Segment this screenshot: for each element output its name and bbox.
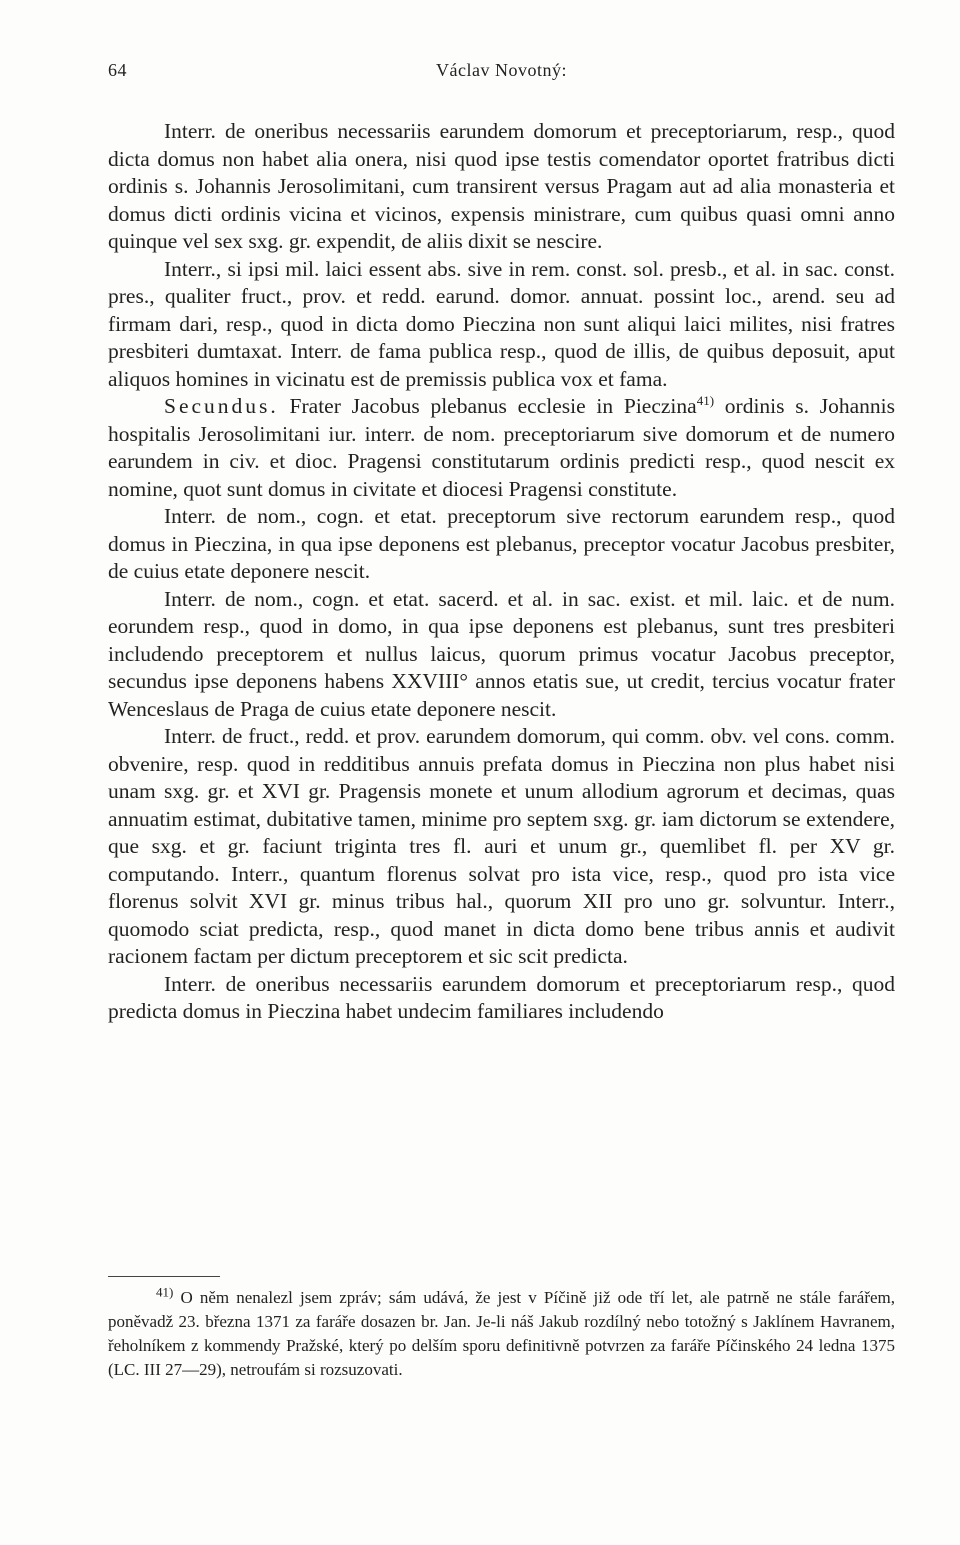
paragraph-3 <box>108 393 895 503</box>
footnote-marker: 41) <box>156 1284 174 1300</box>
paragraph-1: Interr. de oneribus necessariis earundem domorum et preceptoriarum, resp., quod dicta domus non habet alia onera, nisi quod ipse testis comendator oportet fratribus dicti ordinis s. Johannis Jerosolimitani, cum transirent versus Pragam aut ad alia monasteria et domus dicti ordinis vicina et vicinos, expensis ministrare, cum quibus quasi omni anno quinque vel sex sxg. gr. expendit, de aliis dixit se nescire. <box>108 119 895 253</box>
paragraph-4: Interr. de nom., cogn. et etat. preceptorum sive rectorum earundem resp., quod domus in Pieczina, in qua ipse deponens est plebanus, preceptor vocatur Jacobus presbiter, de cuius etate deponere nescit. <box>108 504 895 583</box>
footnote-41 <box>108 1286 895 1382</box>
secundus-lead: Secundus. <box>164 394 279 418</box>
paragraph-2: Interr., si ipsi mil. laici essent abs. sive in rem. const. sol. presb., et al. in sac. const. pres., qualiter fruct., prov. et redd. earund. domor. annuat. possint loc., arend. seu ad firmam dari, resp., quod in dicta domo Pieczina non sunt aliqui laici milites, nisi fratres presbiteri dumtaxat. Interr. de fama publica resp., quod de illis, de quibus deposuit, aput aliquos homines in vicinatu est de premissis publica vox et fama. <box>108 256 895 391</box>
footnote-text: O něm nenalezl jsem zpráv; sám udává, že jest v Píčině již ode tří let, ale patrně ne stále farářem, poněvadž 23. března 1371 za faráře dosazen br. Jan. Je-li náš Jakub rozdílný nebo totožný s Jaklínem Havranem, řeholníkem z kommendy Pražské, který po delším sporu definitivně potvrzen za faráře Píčinského 24 ledna 1375 (LC. III 27—29), netroufám si rozsuzovati. <box>108 1288 895 1379</box>
paragraph-5: Interr. de nom., cogn. et etat. sacerd. et al. in sac. exist. et mil. laic. et de num. eorundem resp., quod in domo, in qua ipse deponens est plebanus, sunt tres presbiteri includendo preceptorem et nullus laicus, quorum primus vocatur Jacobus preceptor, secundus ipse deponens habens XXVIII° annos etatis sue, ut credit, tercius vocatur frater Wenceslaus de Praga de cuius etate deponere nescit. <box>108 586 895 721</box>
main-text <box>108 118 895 1026</box>
paragraph-3-part-b: ordinis s. Johannis hospitalis Jerosolimitani iur. interr. de nom. preceptoriarum sive domorum et de numero earundem in civ. et dioc. Pragensi constitutarum ordinis predicti resp., quod nescit ex nomine, quot sunt domus in civitate et diocesi Pragensi constitute. <box>108 394 896 501</box>
page-number: 64 <box>108 60 127 80</box>
paragraph-7: Interr. de oneribus necessariis earundem domorum et preceptoriarum resp., quod predicta domus in Pieczina habet undecim familiares includendo <box>108 971 895 1023</box>
paragraph-6: Interr. de fruct., redd. et prov. earundem domorum, qui comm. obv. vel cons. comm. obvenire, resp. quod in redditibus annuis prefata domus in Pieczina non plus habet nisi unam sxg. gr. et XVI gr. Pragensis monete et unum allodium agrorum et decimas, quas annuatim estimat, dubitative tamen, minime pro septem sxg. gr. iam dictorum se extendere, que sxg. et gr. faciunt triginta tres fl. auri et unum gr., quemlibet fl. per XV gr. computando. Interr., quantum florenus solvat pro ista vice, resp., quod pro ista vice florenus solvit XVI gr. minus tribus hal., quorum XII pro uno gr. solvuntur. Interr., quomodo sciat predicta, resp., quod manet in dicta domo bene tribus annis et audivit racionem factam per dictum preceptorem et sic scit predicta. <box>108 724 895 968</box>
footnote-ref-41: 41) <box>696 392 715 408</box>
page-header <box>108 60 895 90</box>
footnotes <box>108 1286 895 1382</box>
running-head: Václav Novotný: <box>436 60 567 80</box>
footnote-divider <box>108 1276 220 1277</box>
paragraph-3-part-a: Frater Jacobus plebanus ecclesie in Pieczina <box>278 394 697 418</box>
